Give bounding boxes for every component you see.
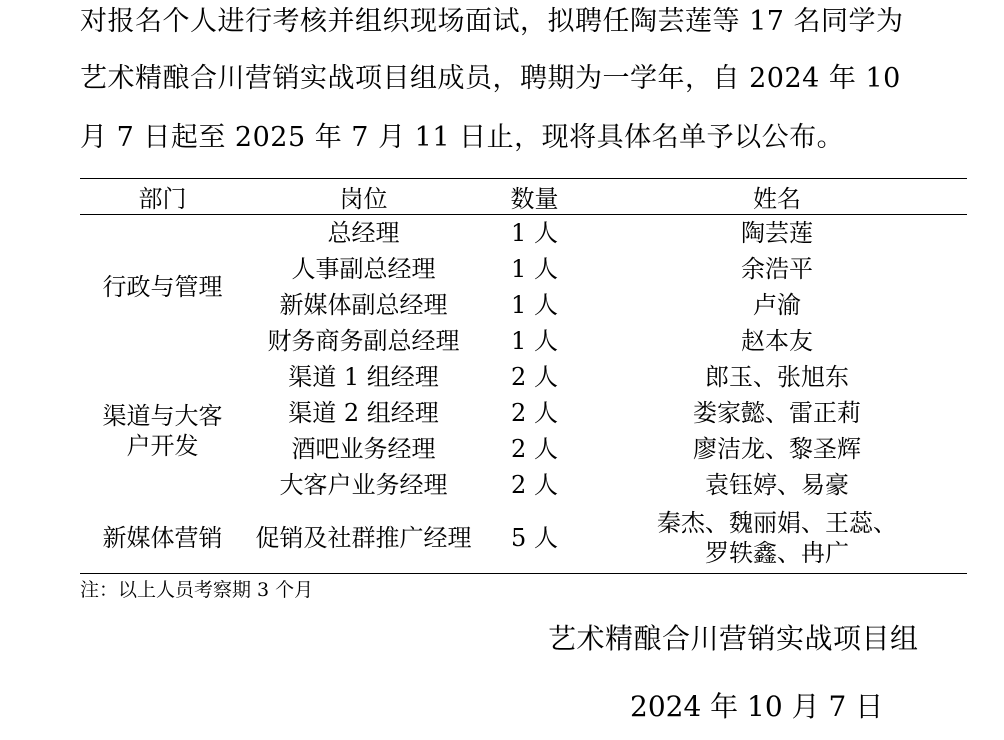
department-cell: 新媒体营销 — [80, 503, 245, 574]
announcement-line-2: 艺术精酿合川营销实战项目组成员，聘期为一学年，自 2024 年 10 — [80, 63, 901, 94]
department-line: 渠道与大客 — [102, 402, 223, 430]
names-cell — [587, 503, 967, 574]
position-cell: 渠道 1 组经理 — [288, 363, 439, 391]
count-cell: 5 人 — [482, 503, 587, 574]
table-row — [80, 215, 967, 252]
count-cell: 1 人 — [511, 327, 558, 355]
table-note: 注：以上人员考察期 3 个月 — [80, 579, 314, 601]
names-cell: 娄家懿、雷正莉 — [693, 399, 861, 427]
department-line: 户开发 — [126, 432, 199, 460]
names-cell: 廖洁龙、黎圣辉 — [693, 435, 861, 463]
position-cell: 大客户业务经理 — [279, 471, 448, 499]
count-cell: 1 人 — [511, 219, 558, 247]
names-line: 秦杰、魏丽娟、王蕊、 — [657, 509, 897, 537]
header-names: 姓名 — [587, 179, 967, 215]
names-line: 罗轶鑫、冉广 — [705, 539, 849, 567]
announcement-line-1: 对报名个人进行考核并组织现场面试，拟聘任陶芸莲等 17 名同学为 — [80, 6, 904, 37]
names-cell: 余浩平 — [741, 255, 813, 283]
names-cell: 袁钰婷、易豪 — [705, 471, 849, 499]
names-cell: 赵本友 — [741, 327, 813, 355]
count-cell: 2 人 — [511, 471, 558, 499]
position-cell: 人事副总经理 — [291, 255, 436, 283]
header-position: 岗位 — [245, 179, 482, 215]
count-cell: 2 人 — [511, 363, 558, 391]
position-cell: 渠道 2 组经理 — [288, 399, 439, 427]
header-department: 部门 — [80, 179, 245, 215]
count-cell: 2 人 — [511, 435, 558, 463]
count-cell: 1 人 — [511, 255, 558, 283]
department-cell — [80, 359, 245, 503]
position-cell: 新媒体副总经理 — [279, 291, 448, 319]
appointment-table — [80, 178, 967, 574]
announcement-line-3: 月 7 日起至 2025 年 7 月 11 日止，现将具体名单予以公布。 — [80, 122, 845, 153]
position-cell: 财务商务副总经理 — [267, 327, 460, 355]
department-cell: 行政与管理 — [102, 273, 223, 301]
signature-organization: 艺术精酿合川营销实战项目组 — [548, 622, 919, 655]
count-cell: 1 人 — [511, 291, 558, 319]
names-cell: 郎玉、张旭东 — [705, 363, 849, 391]
position-cell: 促销及社群推广经理 — [245, 503, 482, 574]
position-cell: 酒吧业务经理 — [291, 435, 436, 463]
table-header-row — [80, 179, 967, 215]
names-cell: 卢渝 — [753, 291, 801, 319]
count-cell: 2 人 — [511, 399, 558, 427]
signature-date: 2024 年 10 月 7 日 — [630, 690, 884, 723]
header-count: 数量 — [482, 179, 587, 215]
table-row — [80, 503, 967, 574]
names-cell: 陶芸莲 — [741, 219, 813, 247]
table-row — [80, 359, 967, 395]
position-cell: 总经理 — [327, 219, 400, 247]
